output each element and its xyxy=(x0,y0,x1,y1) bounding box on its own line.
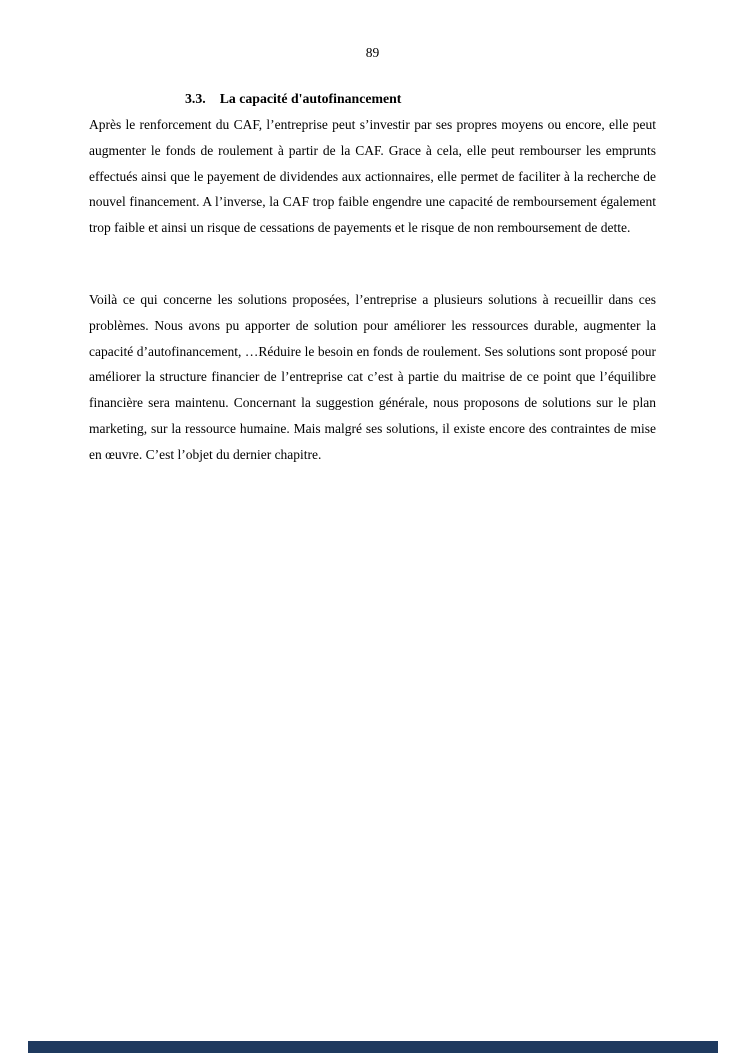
paragraph-caf: Après le renforcement du CAF, l’entreprise peut s’investir par ses propres moyens ou encore, elle peut augmenter le fonds de roulement à partir de la CAF. Grace à cela, elle peut rembourser les emprunts effectués ainsi que le payement de dividendes aux actionnaires, elle permet de faciliter à la recherche de nouvel financement. A l’inverse, la CAF trop faible engendre une capacité de remboursement également trop faible et ainsi un risque de cessations de payements et le risque de non remboursement de dette. xyxy=(89,117,656,236)
page-number: 89 xyxy=(365,45,380,60)
footer-bar xyxy=(28,1041,718,1053)
page-content xyxy=(89,0,656,468)
section-heading-number: 3.3. xyxy=(185,91,206,106)
paragraph-solutions: Voilà ce qui concerne les solutions proposées, l’entreprise a plusieurs solutions à recueillir dans ces problèmes. Nous avons pu apporter de solution pour améliorer les ressources durable, augmenter la capacité d’autofinancement, …Réduire le besoin en fonds de roulement. Ses solutions sont proposé pour améliorer la structure financier de l’entreprise cat c’est à partie du maitrise de ce point que l’équilibre financière sera maintenu. Concernant la suggestion générale, nous proposons de solutions sur le plan marketing, sur la ressource humaine. Mais malgré ses solutions, il existe encore des contraintes de mise en œuvre. C’est l’objet du dernier chapitre. xyxy=(89,291,656,462)
section-heading-title: La capacité d'autofinancement xyxy=(219,91,402,106)
section-heading xyxy=(89,90,656,107)
